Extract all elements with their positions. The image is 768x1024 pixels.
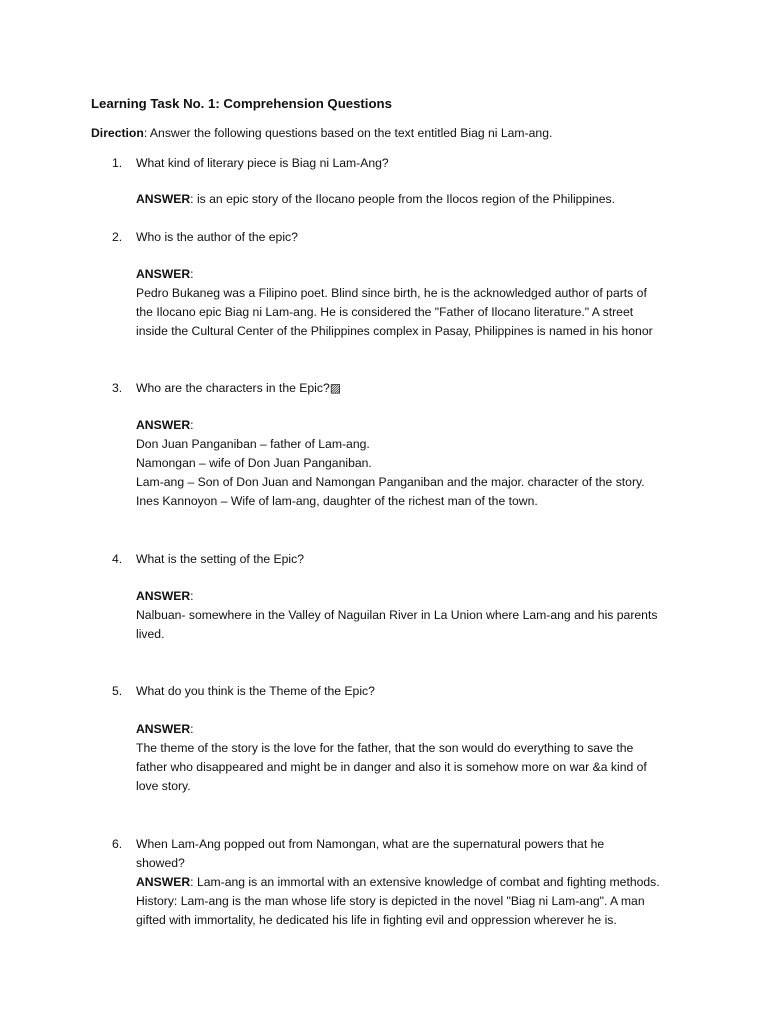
question-text: What do you think is the Theme of the Epic?	[136, 684, 375, 698]
answer-body-line: love story.	[136, 779, 191, 793]
answer-label: ANSWER	[136, 192, 191, 206]
answer-label: ANSWER	[136, 722, 191, 736]
answer-text: : Lam-ang is an immortal with an extensive knowledge of combat and fighting methods.	[190, 875, 660, 889]
question-number: 1.	[112, 156, 123, 170]
answer-line	[136, 190, 615, 209]
answer-line	[136, 873, 660, 892]
question-number: 2.	[112, 230, 123, 244]
answer-text: : is an epic story of the Ilocano people from the Ilocos region of the Philippines.	[190, 192, 615, 206]
answer-label: ANSWER	[136, 267, 191, 281]
question-text: What kind of literary piece is Biag ni Lam-Ang?	[136, 156, 389, 170]
question-number: 4.	[112, 552, 123, 566]
question-text: showed?	[136, 856, 185, 870]
answer-text: :	[190, 418, 194, 432]
question-number: 5.	[112, 684, 123, 698]
direction-text: : Answer the following questions based on the text entitled Biag ni Lam-ang.	[143, 126, 553, 140]
answer-body-line: Nalbuan- somewhere in the Valley of Naguilan River in La Union where Lam-ang and his parents	[136, 608, 658, 622]
question-number: 6.	[112, 837, 123, 851]
answer-body-line: History: Lam-ang is the man whose life story is depicted in the novel "Biag ni Lam-ang". A man	[136, 894, 645, 908]
answer-body-line: Namongan – wife of Don Juan Panganiban.	[136, 456, 372, 470]
answer-text: :	[190, 267, 194, 281]
answer-line	[136, 587, 194, 606]
answer-body-line: The theme of the story is the love for the father, that the son would do everything to save the	[136, 741, 634, 755]
question-text: What is the setting of the Epic?	[136, 552, 305, 566]
answer-body-line: the Ilocano epic Biag ni Lam-ang. He is considered the "Father of Ilocano literature." A street	[136, 305, 634, 319]
answer-body-line: gifted with immortality, he dedicated his life in fighting evil and oppression wherever he is.	[136, 913, 617, 927]
question-text: Who is the author of the epic?	[136, 230, 298, 244]
answer-body-line: father who disappeared and might be in danger and also it is somehow more on war &a kind of	[136, 760, 647, 774]
direction-line	[91, 124, 552, 143]
answer-line	[136, 720, 194, 739]
answer-body-line: inside the Cultural Center of the Philippines complex in Pasay, Philippines is named in his honor	[136, 324, 653, 338]
answer-text: :	[190, 722, 194, 736]
page-title: Learning Task No. 1: Comprehension Questions	[91, 96, 392, 111]
answer-body-line: Ines Kannoyon – Wife of lam-ang, daughter of the richest man of the town.	[136, 494, 538, 508]
question-text: When Lam-Ang popped out from Namongan, what are the supernatural powers that he	[136, 837, 605, 851]
answer-body-line: Pedro Bukaneg was a Filipino poet. Blind since birth, he is the acknowledged author of parts of	[136, 286, 647, 300]
question-number: 3.	[112, 381, 123, 395]
direction-label: Direction	[91, 126, 144, 140]
answer-body-line: Don Juan Panganiban – father of Lam-ang.	[136, 437, 370, 451]
question-text: Who are the characters in the Epic?▨	[136, 381, 342, 395]
answer-line	[136, 265, 194, 284]
answer-body-line: Lam-ang – Son of Don Juan and Namongan Panganiban and the major. character of the story.	[136, 475, 645, 489]
answer-label: ANSWER	[136, 589, 191, 603]
answer-body-line: lived.	[136, 627, 165, 641]
answer-label: ANSWER	[136, 418, 191, 432]
answer-text: :	[190, 589, 194, 603]
answer-line	[136, 416, 194, 435]
answer-label: ANSWER	[136, 875, 191, 889]
